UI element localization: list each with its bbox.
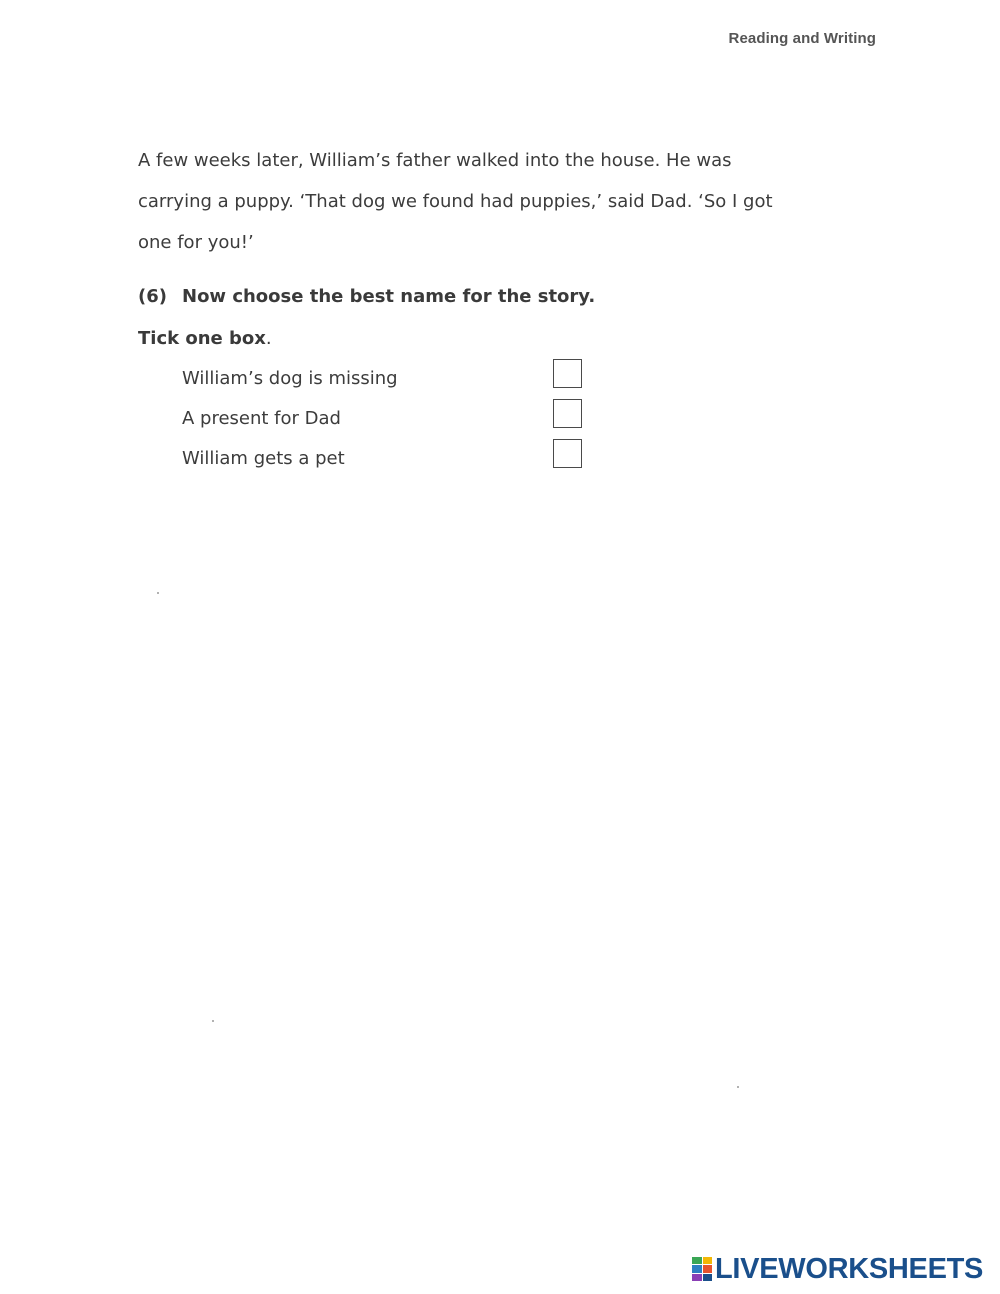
instruction-end: . [265,328,272,349]
logo-cell [692,1274,702,1281]
question-instruction [138,328,272,349]
tick-box-1[interactable] [553,359,582,388]
question-number: (6) [138,286,167,307]
answer-option [182,438,602,478]
answer-option [182,398,602,438]
liveworksheets-brand [692,1254,983,1284]
scan-speck [737,1086,739,1088]
scan-speck [157,592,159,594]
tick-box-3[interactable] [553,439,582,468]
logo-cell [692,1257,702,1264]
logo-cell [692,1265,702,1272]
question-heading [138,286,595,307]
story-text [138,140,798,263]
story-paragraph: A few weeks later, William’s father walked into the house. He was carrying a puppy. ‘That dog we found had puppies,’ said Dad. ‘So I got one for you!’ [138,150,773,253]
scan-speck [212,1020,214,1022]
option-label: William’s dog is missing [182,368,398,389]
instruction-bold: Tick one box [138,328,266,349]
brand-name: LIVEWORKSHEETS [715,1252,984,1285]
tick-box-2[interactable] [553,399,582,428]
liveworksheets-logo-icon [692,1257,712,1281]
logo-cell [703,1265,713,1272]
question-text: Now choose the best name for the story. [182,286,596,307]
logo-cell [703,1257,713,1264]
option-label: William gets a pet [182,448,345,469]
answer-options [182,358,602,478]
answer-option [182,358,602,398]
section-header: Reading and Writing [728,30,876,47]
logo-cell [703,1274,713,1281]
option-label: A present for Dad [182,408,341,429]
